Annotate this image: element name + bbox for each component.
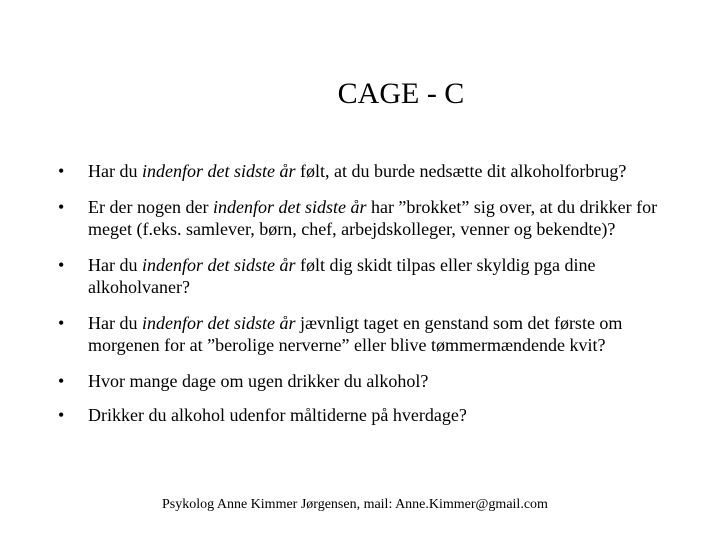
italic-text-segment: indenfor det sidste år (141, 161, 296, 181)
bullet-icon: • (58, 313, 65, 333)
list-item (58, 312, 678, 356)
slide-title: CAGE - C (337, 77, 465, 110)
text-segment: Har du (88, 161, 142, 181)
bullet-text (88, 161, 626, 181)
bullet-text (88, 371, 428, 391)
footer-credit: Psykolog Anne Kimmer Jørgensen, mail: Anne.Kimmer@gmail.com (162, 497, 548, 512)
text-segment: Er der nogen der (88, 197, 213, 217)
bullet-icon: • (58, 197, 65, 217)
list-item (58, 196, 678, 240)
text-segment: Hvor mange dage om ugen drikker du alkohol? (88, 371, 429, 391)
bullet-icon: • (58, 255, 65, 275)
bullet-icon: • (58, 371, 65, 391)
bullet-text (88, 313, 622, 355)
bullet-icon: • (58, 161, 65, 181)
italic-text-segment: indenfor det sidste år (212, 197, 367, 217)
text-segment: følt, at du burde nedsætte dit alkoholforbrug? (295, 161, 627, 181)
italic-text-segment: indenfor det sidste år (141, 313, 296, 333)
italic-text-segment: indenfor det sidste år (141, 255, 296, 275)
bullet-text (88, 197, 657, 239)
text-segment: har ”brokket” sig over, at du drikker for meget (f.eks. samlever, børn, chef, arbejdskolleger, venner og bekendte)? (88, 197, 658, 239)
text-segment: jævnligt taget en genstand som det første om morgenen for at ”berolige nerverne” eller blive tømmermændende kvit? (88, 313, 623, 355)
text-segment: Har du (88, 255, 142, 275)
bullet-list (58, 160, 678, 438)
text-segment: Drikker du alkohol udenfor måltiderne på hverdage? (88, 405, 467, 425)
list-item (58, 404, 678, 426)
bullet-text (88, 255, 595, 297)
bullet-icon: • (58, 405, 65, 425)
list-item (58, 254, 678, 298)
list-item (58, 370, 678, 392)
list-item (58, 160, 678, 182)
bullet-text (88, 405, 467, 425)
text-segment: følt dig skidt tilpas eller skyldig pga dine alkoholvaner? (88, 255, 596, 297)
text-segment: Har du (88, 313, 142, 333)
